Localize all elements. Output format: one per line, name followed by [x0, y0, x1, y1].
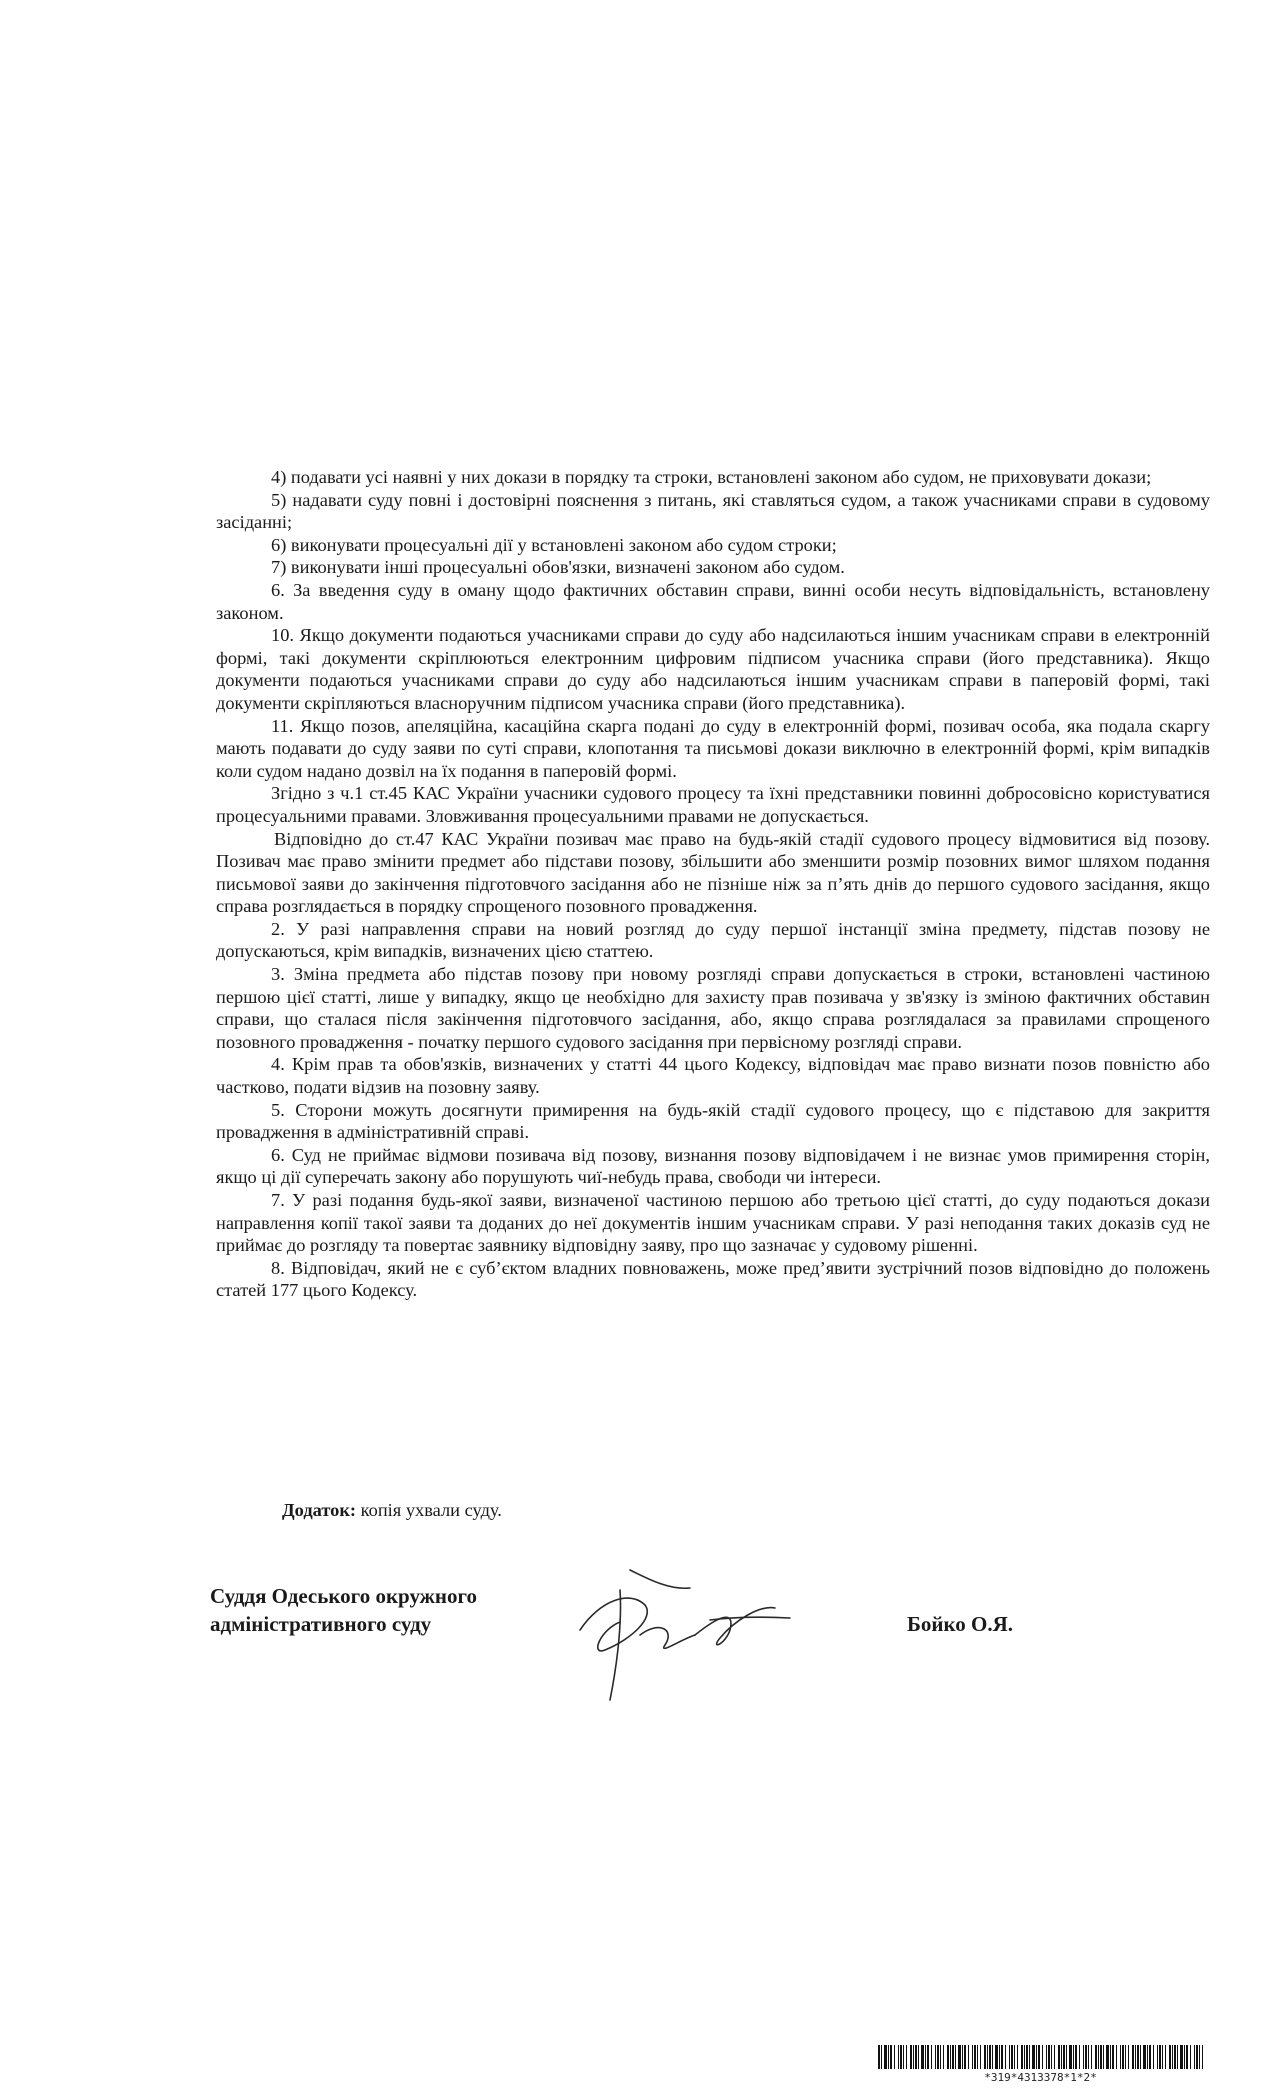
barcode-bar — [1066, 2045, 1067, 2069]
barcode-bar — [1014, 2045, 1015, 2069]
paragraph-5: 6. За введення суду в оману щодо фактичних обставин справи, винні особи несуть відповідальність, встановлену законом. — [216, 579, 1210, 623]
barcode-bar — [972, 2045, 973, 2069]
barcode-bar — [1058, 2045, 1060, 2069]
barcode-bar — [903, 2045, 904, 2069]
paragraph-6: 10. Якщо документи подаються учасниками справи до суду або надсилаються іншим учасникам справи в електронній формі, такі документи скріплюються електронним цифровим підписом учасника справи (його представника). Якщо документи подаються учасниками справи до суду або надсилаються іншим учасникам справи в паперовій формі, такі документи скріпляються власноручним підписом учасника справи (його представника). — [216, 625, 1210, 713]
barcode-bar — [1180, 2045, 1183, 2069]
judge-name: Бойко О.Я. — [907, 1612, 1014, 1636]
appendix-line — [282, 1500, 502, 1521]
barcode-bar — [1069, 2045, 1072, 2069]
barcode-bar — [918, 2045, 919, 2069]
barcode-bar — [884, 2045, 887, 2069]
barcode-bar — [1005, 2045, 1006, 2069]
barcode-bar — [1038, 2045, 1040, 2069]
barcode-number: *319*4313378*1*2* — [984, 2071, 1097, 2084]
barcode-bar — [999, 2045, 1000, 2069]
barcode-bar — [1159, 2045, 1161, 2069]
barcode-bar — [992, 2045, 993, 2069]
barcode-bar — [878, 2045, 880, 2069]
barcode-bar — [925, 2045, 926, 2069]
barcode-bar — [1196, 2045, 1198, 2069]
barcode-bar — [950, 2045, 951, 2069]
barcode-bar — [888, 2045, 889, 2069]
barcode-bar — [1079, 2045, 1080, 2069]
paragraph-8: Згідно з ч.1 ст.45 КАС України учасники судового процесу та їхні представники повинні добросовісно користуватися процесуальними правами. Зловживання процесуальними правами не допускається. — [216, 783, 1210, 826]
barcode-bar — [1011, 2045, 1013, 2069]
barcode-bar — [958, 2045, 961, 2069]
barcode-bar — [1024, 2045, 1025, 2069]
barcode-bar — [940, 2045, 941, 2069]
paragraph-1: 4) подавати усі наявні у них докази в порядку та строки, встановлені законом або судом, не приховувати докази; — [271, 467, 1152, 487]
paragraph-9: Відповідно до ст.47 КАС України позивач має право на будь-якій стадії судового процесу відмовитися від позову. Позивач має право змінити предмет або підстави позову, збільшити або зменшити розмір позовних вимог шляхом подання письмової заяви до закінчення підготовчого засідання або не пізніше ніж за п’ять днів до першого судового засідання, якщо справа розглядається в порядку спрощеного позовного провадження. — [216, 828, 1210, 917]
barcode-bar — [1063, 2045, 1065, 2069]
barcode-bar — [931, 2045, 932, 2069]
barcode-bar — [1029, 2045, 1030, 2069]
barcode-bar — [910, 2045, 912, 2069]
paragraph-11: 3. Зміна предмета або підстав позову при новому розгляді справи допускається в строки, встановлені частиною першою цієї статті, лише у випадку, якщо це необхідно для захисту прав позивача у зв'язку із зміною фактичних обставин справи, що сталася після закінчення підготовчого засідання, або, якщо справа розглядалася за правилами спрощеного позовного провадження - початку першого судового засідання при первісному розгляді справи. — [216, 964, 1210, 1052]
barcode-bar — [1153, 2045, 1154, 2069]
barcode-bar — [974, 2045, 976, 2069]
barcode-bar — [1021, 2045, 1023, 2069]
barcode-bar — [1098, 2045, 1099, 2069]
barcode-bar — [881, 2045, 882, 2069]
barcode-bar — [1032, 2045, 1035, 2069]
barcode-bar — [977, 2045, 978, 2069]
document-body — [216, 466, 1210, 1302]
paragraph-12: 4. Крім прав та обов'язків, визначених у статті 44 цього Кодексу, відповідач має право визнати позов повністю або частково, подати відзив на позовну заяву. — [216, 1054, 1210, 1098]
barcode-bar — [989, 2045, 991, 2069]
barcode-bar — [1075, 2045, 1077, 2069]
paragraph-16: 8. Відповідач, який не є суб’єктом владних повноважень, може пред’явити зустрічний позов відповідно до положень статей 177 цього Кодексу. — [216, 1257, 1210, 1301]
barcode-bar — [1091, 2045, 1092, 2069]
barcode-bar — [1122, 2045, 1124, 2069]
barcode-bar — [1147, 2045, 1148, 2069]
barcode-bar — [1174, 2045, 1176, 2069]
barcode-bar — [1135, 2045, 1136, 2069]
barcode-bar — [1125, 2045, 1126, 2069]
barcode-bar — [1165, 2045, 1166, 2069]
barcode-bar — [1120, 2045, 1121, 2069]
judge-title-line-1: Суддя Одеського окружного — [210, 1584, 478, 1608]
barcode-bar — [1054, 2045, 1055, 2069]
barcode-bar — [987, 2045, 988, 2069]
barcode-bar — [915, 2045, 917, 2069]
barcode-bar — [1036, 2045, 1037, 2069]
barcode-bar — [984, 2045, 986, 2069]
barcode-bar — [1143, 2045, 1146, 2069]
barcode-bar — [1048, 2045, 1050, 2069]
barcode-bar — [1140, 2045, 1141, 2069]
barcode-bar — [1184, 2045, 1185, 2069]
barcode-bar — [964, 2045, 966, 2069]
barcode-bar — [1085, 2045, 1087, 2069]
barcode-bar — [1149, 2045, 1151, 2069]
barcode — [878, 2045, 1203, 2095]
barcode-bar — [1110, 2045, 1111, 2069]
appendix-label: Додаток: — [282, 1500, 357, 1520]
barcode-bar — [1026, 2045, 1028, 2069]
barcode-bar — [1128, 2045, 1129, 2069]
barcode-bar — [1157, 2045, 1158, 2069]
barcode-bar — [1202, 2045, 1203, 2069]
barcode-bar — [962, 2045, 963, 2069]
barcode-bar — [1095, 2045, 1097, 2069]
barcode-bar — [1116, 2045, 1117, 2069]
barcode-bar — [900, 2045, 902, 2069]
barcode-bar — [898, 2045, 899, 2069]
handwritten-signature — [560, 1560, 820, 1710]
barcode-bar — [1190, 2045, 1191, 2069]
barcode-bar — [1100, 2045, 1102, 2069]
judge-title-line-2: адміністративного суду — [210, 1612, 432, 1636]
paragraph-7: 11. Якщо позов, апеляційна, касаційна скарга подані до суду в електронній формі, позивач особа, яка подала скаргу мають подавати до суду заяви по суті справи, клопотання та письмові докази виключно в електронній формі, крім випадків коли судом надано дозвіл на їх подання в паперовій формі. — [216, 715, 1210, 781]
barcode-bar — [935, 2045, 936, 2069]
barcode-bar — [1172, 2045, 1173, 2069]
barcode-bar — [943, 2045, 944, 2069]
barcode-bar — [1106, 2045, 1109, 2069]
barcode-bar — [1088, 2045, 1089, 2069]
paragraph-14: 6. Суд не приймає відмови позивача від позову, визнання позову відповідачем і не визнає умов примирення сторін, якщо ці дії суперечать закону або порушують чиї-небудь права, свободи чи інтереси. — [216, 1144, 1210, 1188]
barcode-bar — [955, 2045, 956, 2069]
barcode-bar — [1169, 2045, 1171, 2069]
paragraph-2: 5) надавати суду повні і достовірні пояснення з питань, які ставляться судом, а також учасниками справи в судовому засіданні; — [216, 489, 1210, 533]
barcode-bar — [1103, 2045, 1104, 2069]
barcode-bar — [968, 2045, 969, 2069]
barcode-bar — [927, 2045, 929, 2069]
barcode-bar — [1194, 2045, 1195, 2069]
barcode-bar — [1137, 2045, 1139, 2069]
judge-title — [210, 1582, 590, 1638]
barcode-bar — [894, 2045, 895, 2069]
barcode-bars — [878, 2045, 1203, 2069]
barcode-bar — [947, 2045, 949, 2069]
barcode-bar — [1112, 2045, 1114, 2069]
barcode-bar — [921, 2045, 924, 2069]
barcode-bar — [1083, 2045, 1084, 2069]
paragraph-3: 6) виконувати процесуальні дії у встановлені законом або судом строки; — [271, 534, 837, 555]
paragraph-15: 7. У разі подання будь-якої заяви, визначеної частиною першою або третьою цієї статті, до суду подаються докази направлення копії такої заяви та доданих до неї документів іншим учасникам справи. У разі неподання таких доказів суд не приймає до розгляду та повертає заявнику відповідну заяву, про що зазначає у судовому рішенні. — [216, 1190, 1210, 1256]
barcode-bar — [1177, 2045, 1178, 2069]
barcode-bar — [906, 2045, 907, 2069]
barcode-bar — [1001, 2045, 1003, 2069]
barcode-bar — [995, 2045, 998, 2069]
barcode-bar — [890, 2045, 892, 2069]
barcode-bar — [1042, 2045, 1043, 2069]
barcode-bar — [937, 2045, 939, 2069]
barcode-bar — [1051, 2045, 1052, 2069]
appendix-text: копія ухвали суду. — [356, 1500, 502, 1520]
barcode-bar — [952, 2045, 954, 2069]
barcode-bar — [1132, 2045, 1134, 2069]
barcode-bar — [1186, 2045, 1188, 2069]
barcode-bar — [980, 2045, 981, 2069]
paragraph-4: 7) виконувати інші процесуальні обов'язки, визначені законом або судом. — [271, 557, 845, 578]
barcode-bar — [1046, 2045, 1047, 2069]
paragraph-10: 2. У разі направлення справи на новий розгляд до суду першої інстанції зміна предмету, підстав позову не допускаються, крім випадків, визначених цією статтею. — [216, 918, 1210, 962]
barcode-bar — [1073, 2045, 1074, 2069]
barcode-bar — [1061, 2045, 1062, 2069]
barcode-bar — [1009, 2045, 1010, 2069]
barcode-bar — [1199, 2045, 1200, 2069]
barcode-bar — [1162, 2045, 1163, 2069]
barcode-bar — [1017, 2045, 1018, 2069]
paragraph-13: 5. Сторони можуть досягнути примирення на будь-якій стадії судового процесу, що є підставою для закриття провадження в адміністративній справі. — [216, 1099, 1210, 1143]
barcode-bar — [913, 2045, 914, 2069]
